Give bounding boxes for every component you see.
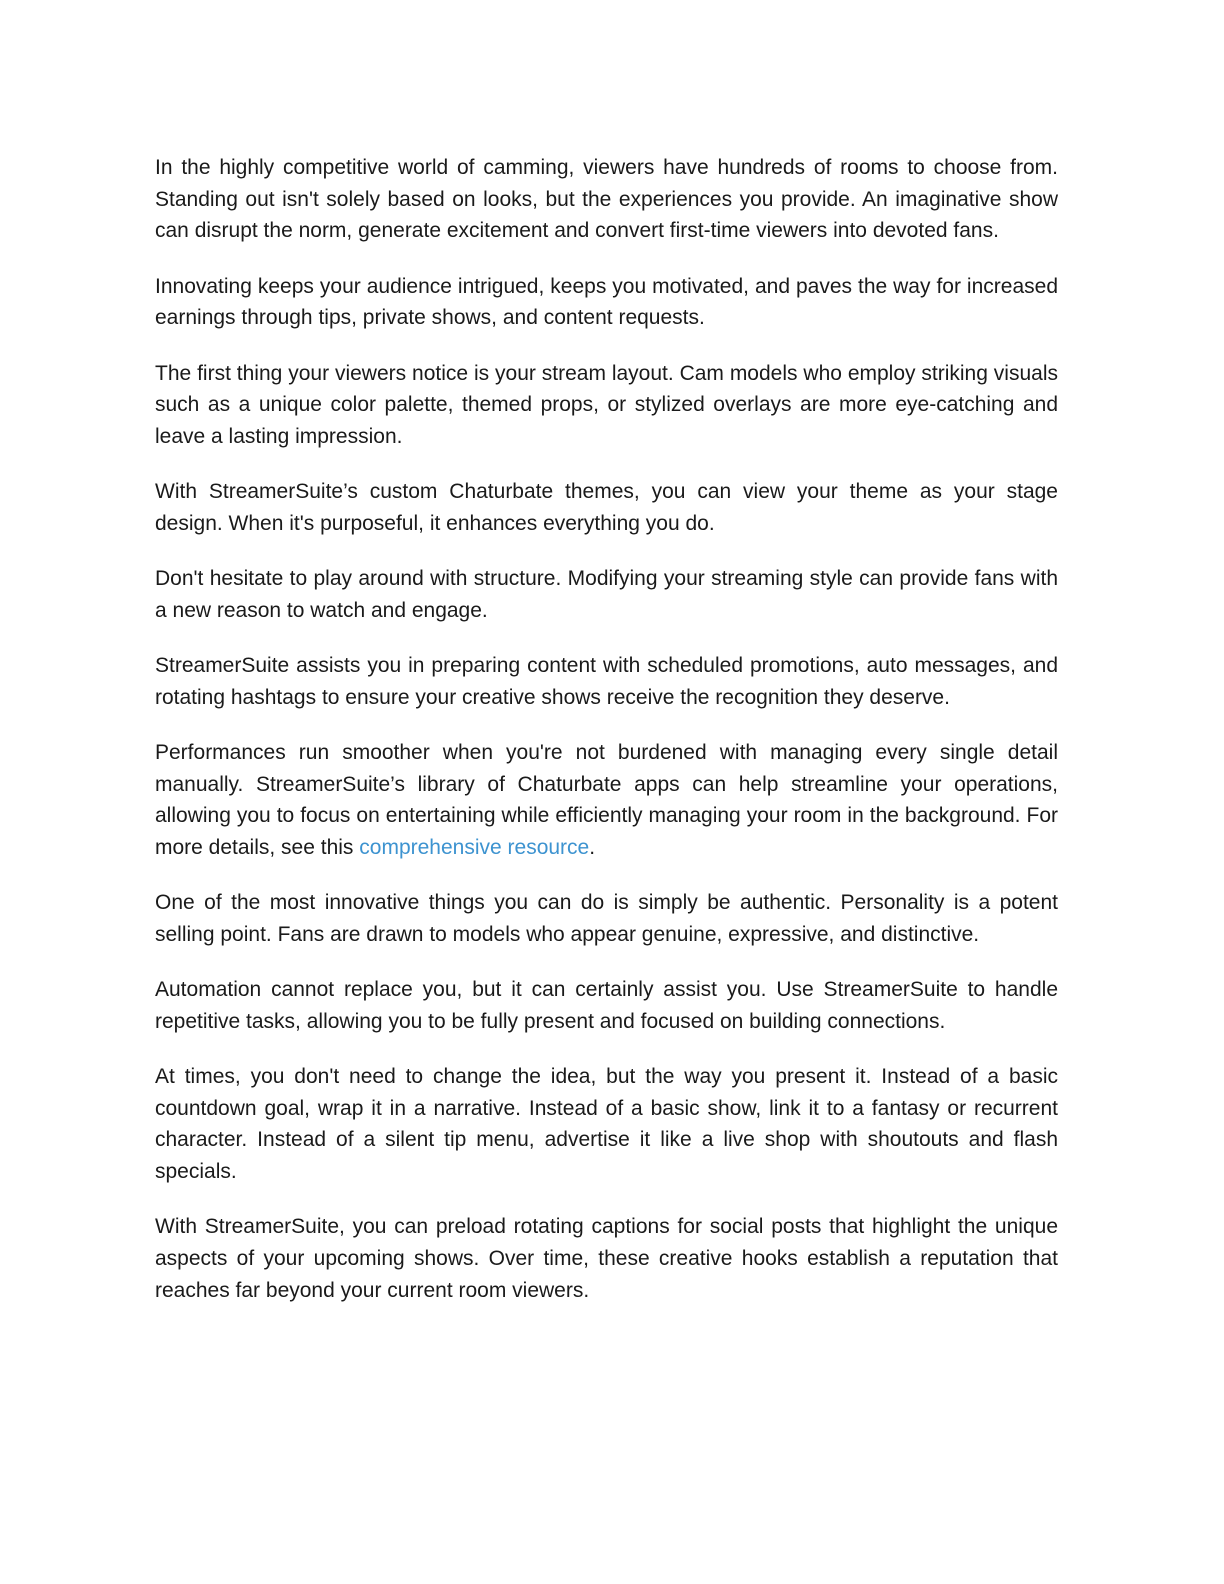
document-body — [155, 152, 1058, 1330]
paragraph-captions: With StreamerSuite, you can preload rotating captions for social posts that highlight the unique aspects of your upcoming shows. Over time, these creative hooks establish a reputation that reaches far beyond your current room viewers. — [155, 1215, 1058, 1302]
link-suffix: . — [589, 835, 596, 859]
paragraph-automation: Automation cannot replace you, but it can certainly assist you. Use StreamerSuite to handle repetitive tasks, allowing you to be fully present and focused on building connections. — [155, 978, 1058, 1033]
comprehensive-resource-link[interactable]: comprehensive resource — [359, 835, 590, 859]
paragraph-intro: In the highly competitive world of camming, viewers have hundreds of rooms to choose from. Standing out isn't solely based on looks, but the experiences you provide. An imaginative show can disrupt the norm, generate excitement and convert first-time viewers into devoted fans. — [155, 156, 1058, 243]
paragraph-authentic: One of the most innovative things you can do is simply be authentic. Personality is a potent selling point. Fans are drawn to models who appear genuine, expressive, and distinctive. — [155, 891, 1058, 946]
paragraph-structure: Don't hesitate to play around with structure. Modifying your streaming style can provide fans with a new reason to watch and engage. — [155, 567, 1058, 622]
paragraph-stream-layout: The first thing your viewers notice is your stream layout. Cam models who employ striking visuals such as a unique color palette, themed props, or stylized overlays are more eye-catching and leave a lasting impression. — [155, 361, 1058, 448]
paragraph-innovating: Innovating keeps your audience intrigued, keeps you motivated, and paves the way for increased earnings through tips, private shows, and content requests. — [155, 274, 1058, 330]
paragraph-themes: With StreamerSuite’s custom Chaturbate themes, you can view your theme as your stage design. When it's purposeful, it enhances everything you do. — [155, 480, 1058, 535]
paragraph-promotions: StreamerSuite assists you in preparing content with scheduled promotions, auto messages, and rotating hashtags to ensure your creative shows receive the recognition they deserve. — [155, 653, 1058, 709]
paragraph-apps — [155, 737, 1058, 864]
paragraph-presentation: At times, you don't need to change the idea, but the way you present it. Instead of a basic countdown goal, wrap it in a narrative. Instead of a basic show, link it to a fantasy or recurrent character. Instead of a silent tip menu, advertise it like a live shop with shoutouts and flash specials. — [155, 1064, 1058, 1184]
paragraph-apps-text: Performances run smoother when you're not burdened with managing every single detail manually. StreamerSuite’s library of Chaturbate apps can help streamline your operations, allowing you to focus on entertaining while efficiently managing your room in the background. For more details, see this — [155, 740, 1058, 859]
